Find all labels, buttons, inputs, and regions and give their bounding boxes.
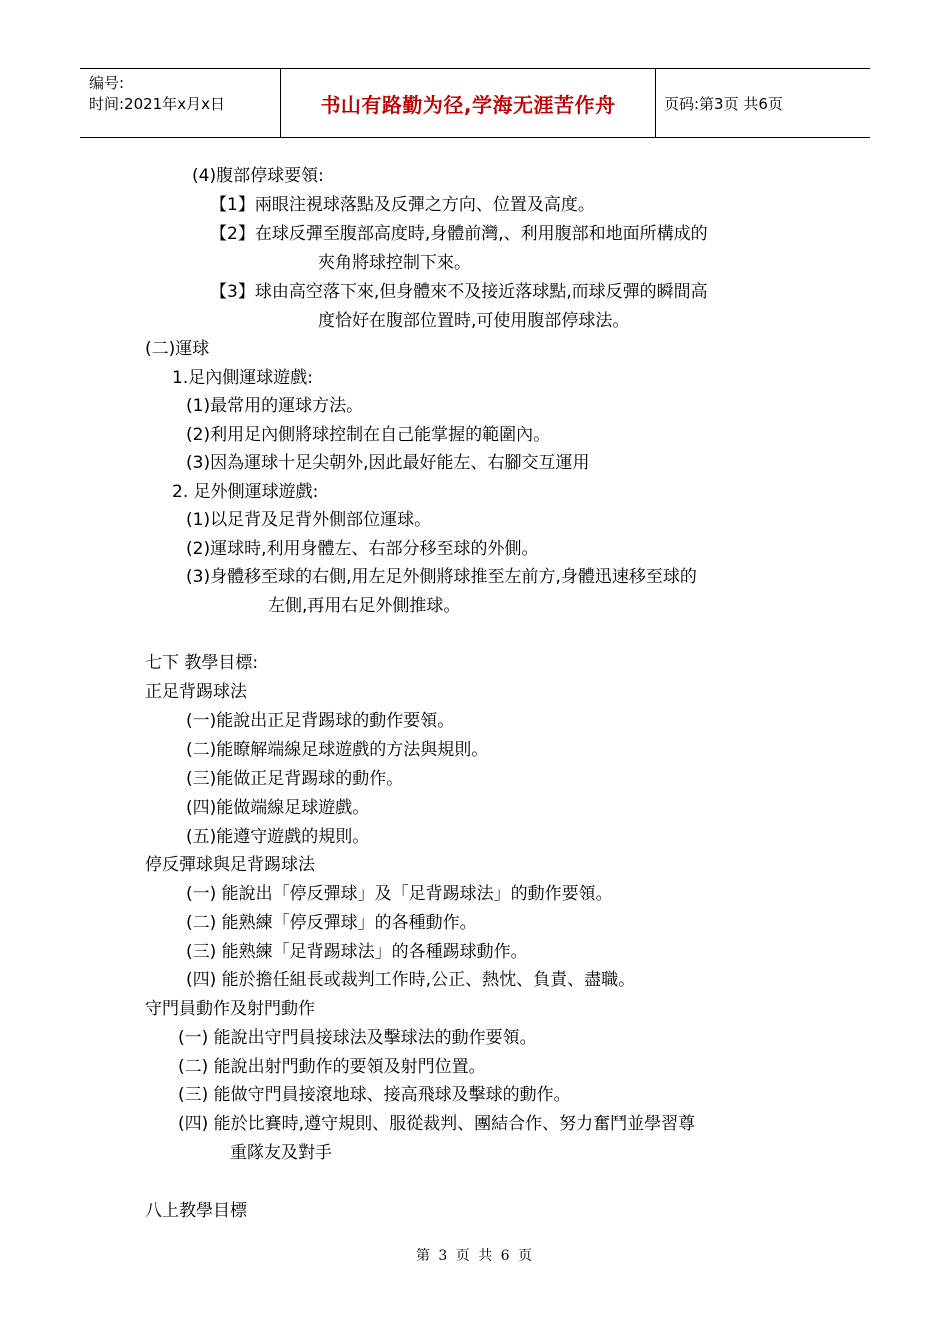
text-line: 夾角將球控制下來。 — [318, 253, 471, 273]
header-motto: 书山有路勤为径,学海无涯苦作舟 — [281, 69, 656, 137]
header-meta — [80, 69, 281, 137]
page-header — [80, 68, 870, 138]
text-line: 1.足內側運球遊戲: — [172, 368, 313, 388]
text-line: (五)能遵守遊戲的規則。 — [186, 827, 370, 847]
text-line: (四) 能於擔任組長或裁判工作時,公正、熱忱、負責、盡職。 — [186, 970, 636, 990]
text-line: (2)利用足內側將球控制在自己能掌握的範圍內。 — [186, 425, 551, 445]
text-line: (四) 能於比賽時,遵守規則、服從裁判、團結合作、努力奮鬥並學習尊 — [178, 1114, 696, 1134]
text-line: (一) 能說出「停反彈球」及「足背踢球法」的動作要領。 — [186, 884, 613, 904]
text-line: (二) 能熟練「停反彈球」的各種動作。 — [186, 913, 477, 933]
text-line: 度恰好在腹部位置時,可使用腹部停球法。 — [318, 311, 630, 331]
text-line: (三) 能做守門員接滾地球、接高飛球及擊球的動作。 — [178, 1085, 571, 1105]
text-line: 【1】兩眼注視球落點及反彈之方向、位置及高度。 — [210, 195, 595, 215]
text-line: (1)最常用的運球方法。 — [186, 396, 364, 416]
section-heading: 停反彈球與足背踢球法 — [145, 855, 315, 875]
text-line: 2. 足外側運球遊戲: — [172, 482, 319, 502]
text-line: (4)腹部停球要領: — [192, 166, 324, 186]
header-page-info: 页码:第3页 共6页 — [664, 94, 783, 113]
text-line: 重隊友及對手 — [230, 1143, 332, 1163]
text-line: (一) 能說出守門員接球法及擊球法的動作要領。 — [178, 1028, 537, 1048]
text-line: (二)能瞭解端線足球遊戲的方法與規則。 — [186, 740, 489, 760]
text-line: (2)運球時,利用身體左、右部分移至球的外側。 — [186, 539, 539, 559]
section-heading: 正足背踢球法 — [145, 682, 247, 702]
text-line: (三) 能熟練「足背踢球法」的各種踢球動作。 — [186, 942, 528, 962]
number-label: 编号: — [89, 74, 125, 92]
text-line: (一)能說出正足背踢球的動作要領。 — [186, 711, 455, 731]
section-heading: 七下 教學目標: — [145, 653, 259, 673]
text-line: 左側,再用右足外側推球。 — [268, 596, 461, 616]
section-heading: 守門員動作及射門動作 — [145, 999, 315, 1019]
text-line: (1)以足背及足背外側部位運球。 — [186, 510, 432, 530]
text-line: (3)身體移至球的右側,用左足外側將球推至左前方,身體迅速移至球的 — [186, 567, 697, 587]
text-line: 【2】在球反彈至腹部高度時,身體前灣,、利用腹部和地面所構成的 — [210, 224, 708, 244]
text-line: (3)因為運球十足尖朝外,因此最好能左、右腳交互運用 — [186, 453, 590, 473]
section-heading: 八上教學目標 — [145, 1201, 247, 1221]
text-line: 【3】球由高空落下來,但身體來不及接近落球點,而球反彈的瞬間高 — [210, 282, 708, 302]
text-line: (二) 能說出射門動作的要領及射門位置。 — [178, 1057, 486, 1077]
text-line: (四)能做端線足球遊戲。 — [186, 798, 370, 818]
time-label: 时间:2021年x月x日 — [89, 95, 225, 113]
section-heading: (二)運球 — [145, 339, 210, 359]
text-line: (三)能做正足背踢球的動作。 — [186, 769, 404, 789]
page-footer: 第 3 页 共 6 页 — [415, 1248, 535, 1264]
